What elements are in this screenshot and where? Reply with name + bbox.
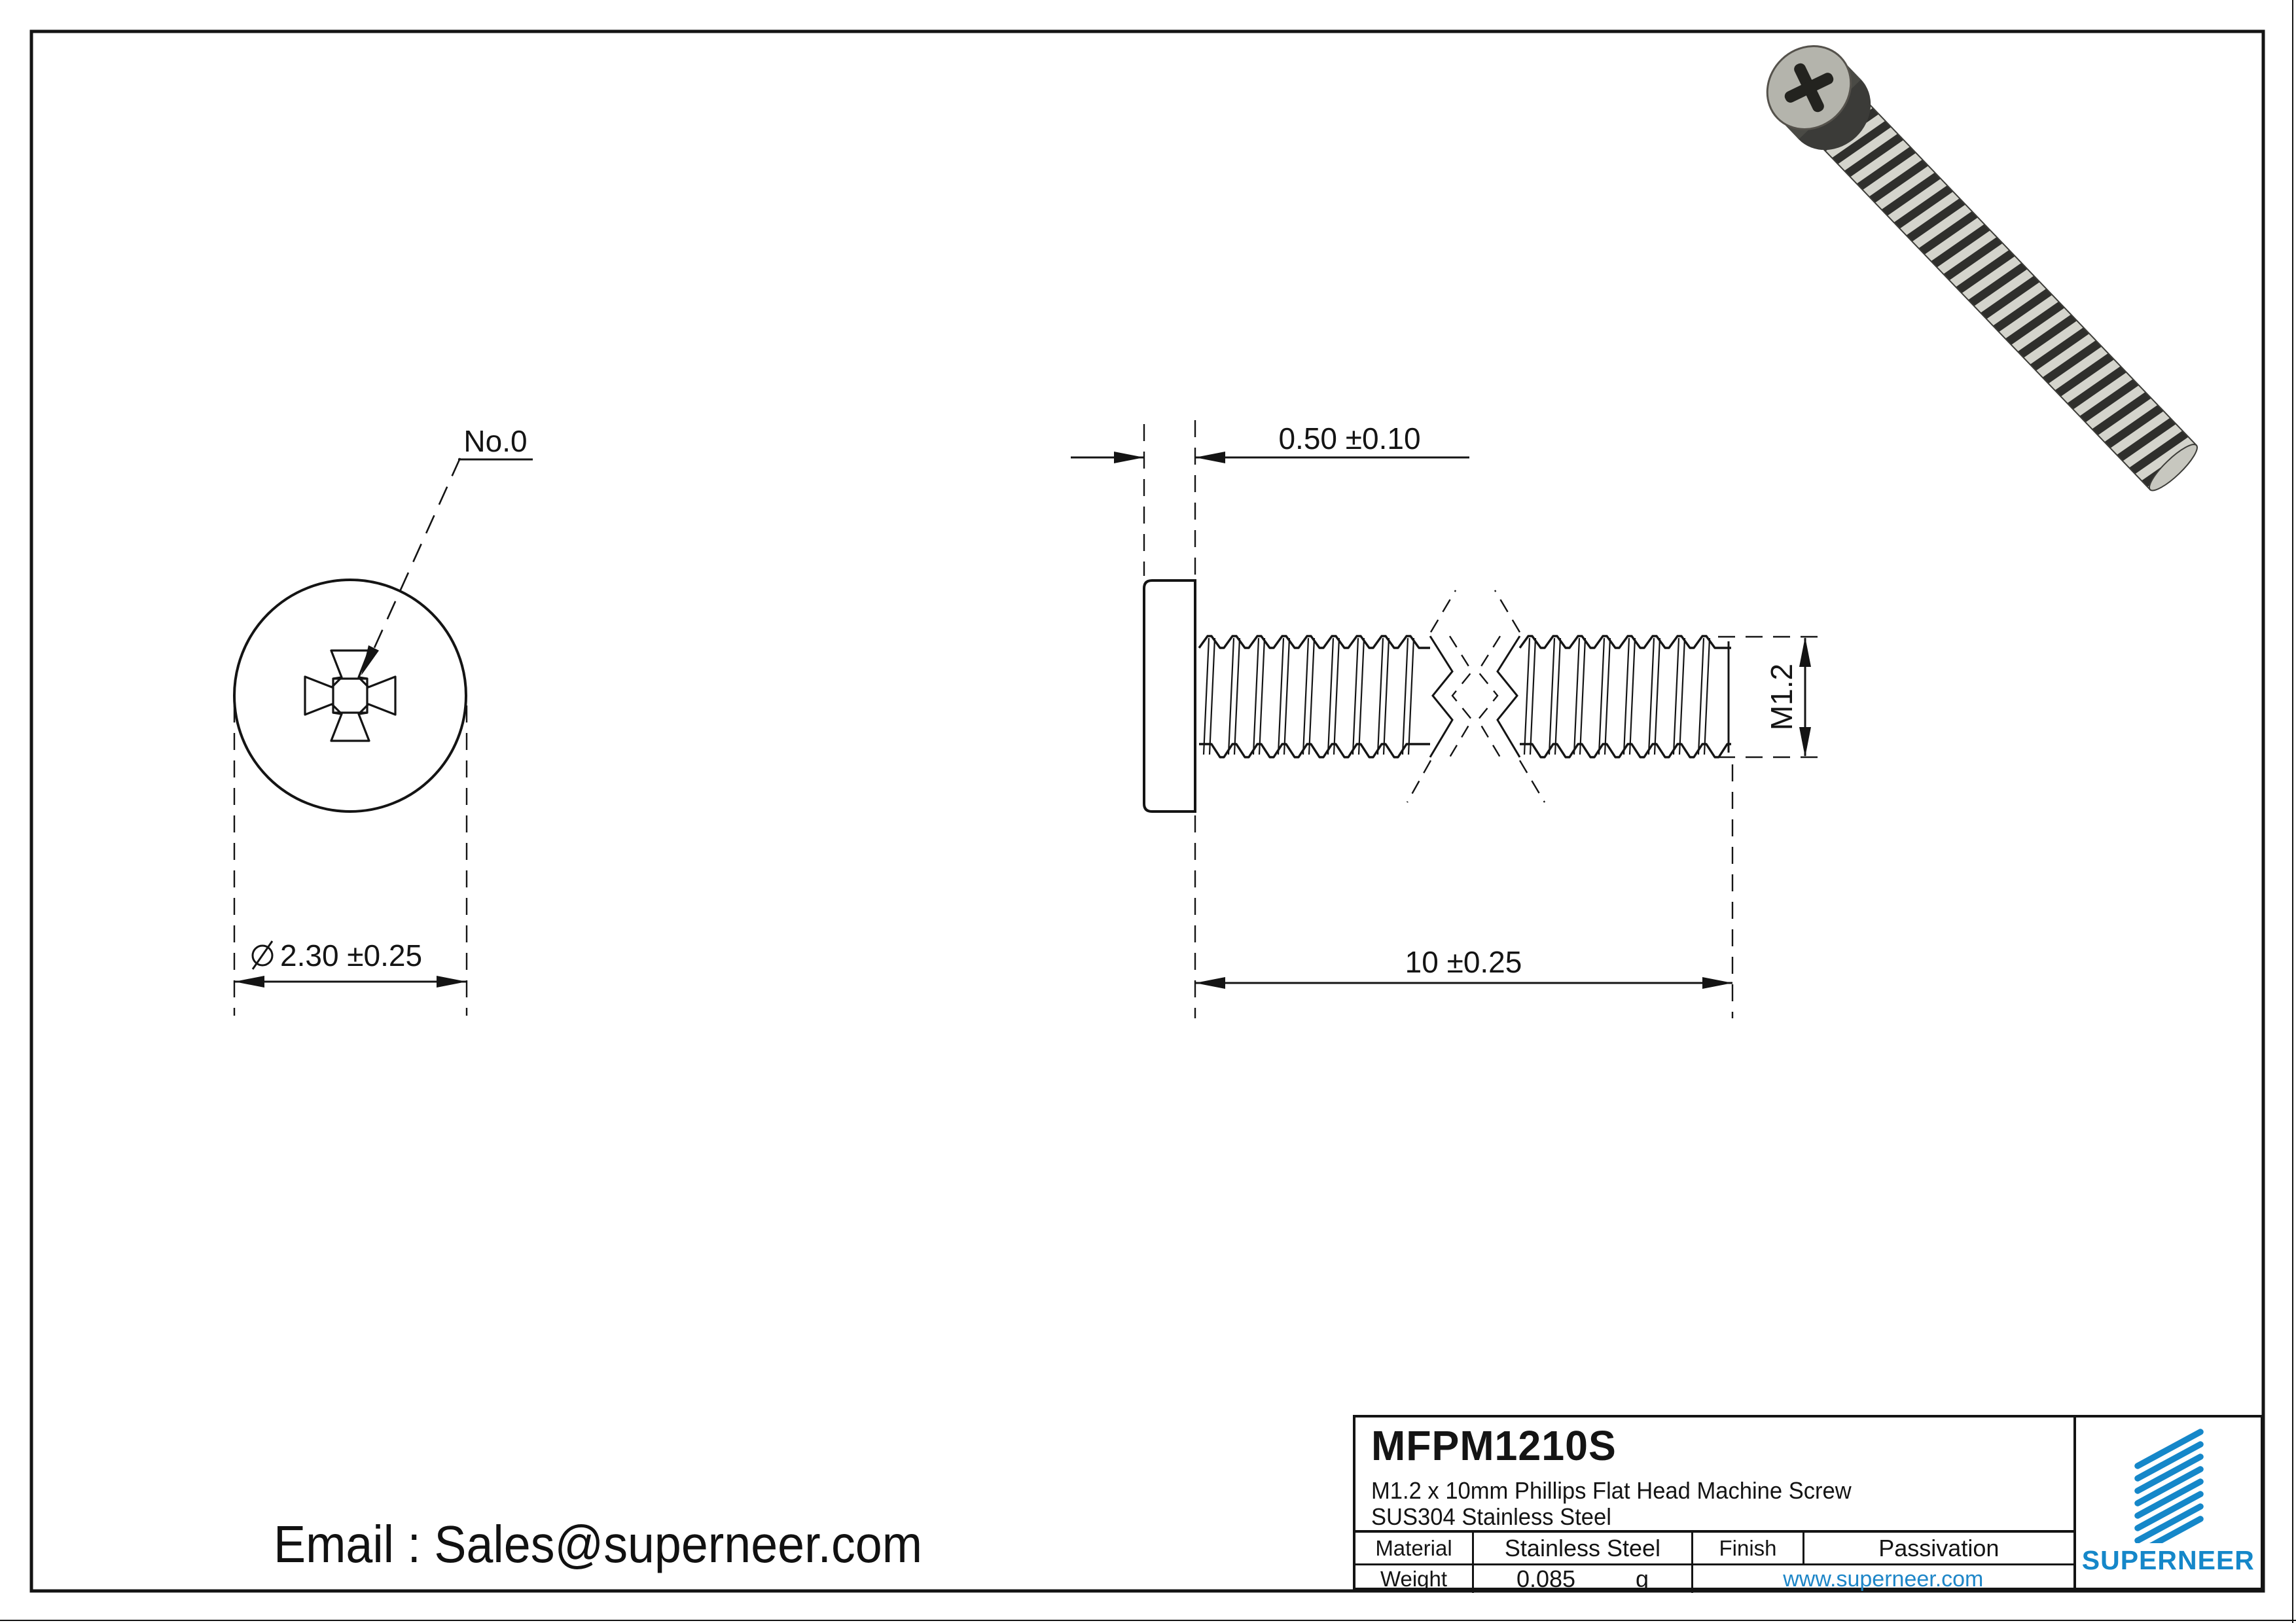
thread-flank-line: [1624, 638, 1629, 755]
thread-flank-line: [1524, 638, 1530, 755]
thread-flank-line: [1599, 638, 1604, 755]
material-label: Material: [1375, 1535, 1452, 1560]
title-block-header: [1355, 1418, 2073, 1530]
part-description-2: SUS304 Stainless Steel: [1371, 1503, 1611, 1530]
thread-flank-line: [1234, 638, 1240, 755]
side-view: [1071, 420, 1827, 1018]
finish-label: Finish: [1691, 1533, 1803, 1563]
thread-flank-line: [1353, 638, 1358, 755]
diameter-symbol: [253, 941, 272, 969]
superneer-logo-icon: [2110, 1425, 2231, 1543]
thread-flank-line: [1328, 638, 1333, 755]
head-height-dimension: [1071, 420, 1469, 577]
head-diameter-dimension: [234, 705, 467, 1016]
weight-value-cell: [1472, 1565, 1691, 1593]
thread-flank-line: [1574, 638, 1579, 755]
callout-label: No.0: [463, 424, 528, 458]
break-lines: [1407, 590, 1545, 802]
material-value: Stainless Steel: [1472, 1533, 1691, 1563]
weight-unit: g: [1636, 1565, 1649, 1592]
thread-flank-line: [1408, 638, 1414, 755]
length-dimension: [1195, 764, 1732, 1018]
thread-flank-line: [1278, 638, 1283, 755]
thread-flank-line: [1204, 638, 1209, 755]
thread-flank-line: [1359, 638, 1364, 755]
head-height-dim-text: 0.50 ±0.10: [1278, 421, 1421, 455]
title-block-info: [1355, 1418, 2073, 1592]
thread-flank-line: [1229, 638, 1234, 755]
screw-3d-shaft: [1806, 86, 2197, 490]
thread-flank-line: [1378, 638, 1383, 755]
thread-flank-line: [1679, 638, 1685, 755]
screw-3d-render: [1750, 29, 2211, 504]
title-block: [1353, 1415, 2263, 1590]
thread-flank-line: [1334, 638, 1339, 755]
weight-label: Weight: [1380, 1567, 1448, 1591]
thread-edge: [1520, 636, 1731, 648]
part-number: MFPM1210S: [1371, 1422, 1617, 1469]
finish-value: Passivation: [1803, 1533, 2073, 1563]
thread-flank-line: [1649, 638, 1654, 755]
thread-flank-line: [1704, 638, 1710, 755]
thread-flank-line: [1303, 638, 1308, 755]
head-outline-circle: [234, 580, 466, 812]
thread-flank-line: [1698, 638, 1704, 755]
phillips-recess-icon: [305, 651, 395, 741]
spec-table: [1355, 1530, 2073, 1593]
thread-flank-line: [1403, 638, 1408, 755]
brand-panel: [2073, 1418, 2261, 1588]
thread-flank-line: [1284, 638, 1289, 755]
thread-flank-line: [1384, 638, 1389, 755]
screw-head-profile: [1144, 580, 1195, 812]
brand-name: SUPERNEER: [2081, 1545, 2255, 1575]
thread-flank-line: [1630, 638, 1635, 755]
phillips-size-callout: [361, 424, 533, 675]
thread-flank-line: [1253, 638, 1259, 755]
thread-profile: [1199, 636, 1731, 757]
weight-value: 0.085: [1516, 1565, 1576, 1592]
thread-dim-text: M1.2: [1765, 663, 1799, 731]
website-link[interactable]: www.superneer.com: [1783, 1566, 1984, 1592]
thread-flank-line: [1309, 638, 1314, 755]
thread-flank-line: [1530, 638, 1535, 755]
length-dim-text: 10 ±0.25: [1405, 945, 1522, 979]
diameter-dim-text: 2.30 ±0.25: [280, 938, 423, 972]
front-view: [234, 424, 533, 1016]
thread-flank-line: [1655, 638, 1660, 755]
thread-flank-line: [1580, 638, 1585, 755]
thread-flank-line: [1605, 638, 1610, 755]
table-row: [1355, 1533, 2073, 1563]
thread-edge: [1199, 744, 1430, 757]
thread-flank-line: [1549, 638, 1554, 755]
part-description-1: M1.2 x 10mm Phillips Flat Head Machine Screw: [1371, 1477, 1852, 1504]
thread-flank-line: [1259, 638, 1265, 755]
thread-flank-line: [1210, 638, 1215, 755]
thread-diameter-dimension: [1718, 637, 1827, 757]
thread-flank-line: [1674, 638, 1679, 755]
thread-flank-line: [1555, 638, 1560, 755]
table-row: [1355, 1563, 2073, 1593]
contact-email: Email : Sales@superneer.com: [274, 1515, 923, 1573]
